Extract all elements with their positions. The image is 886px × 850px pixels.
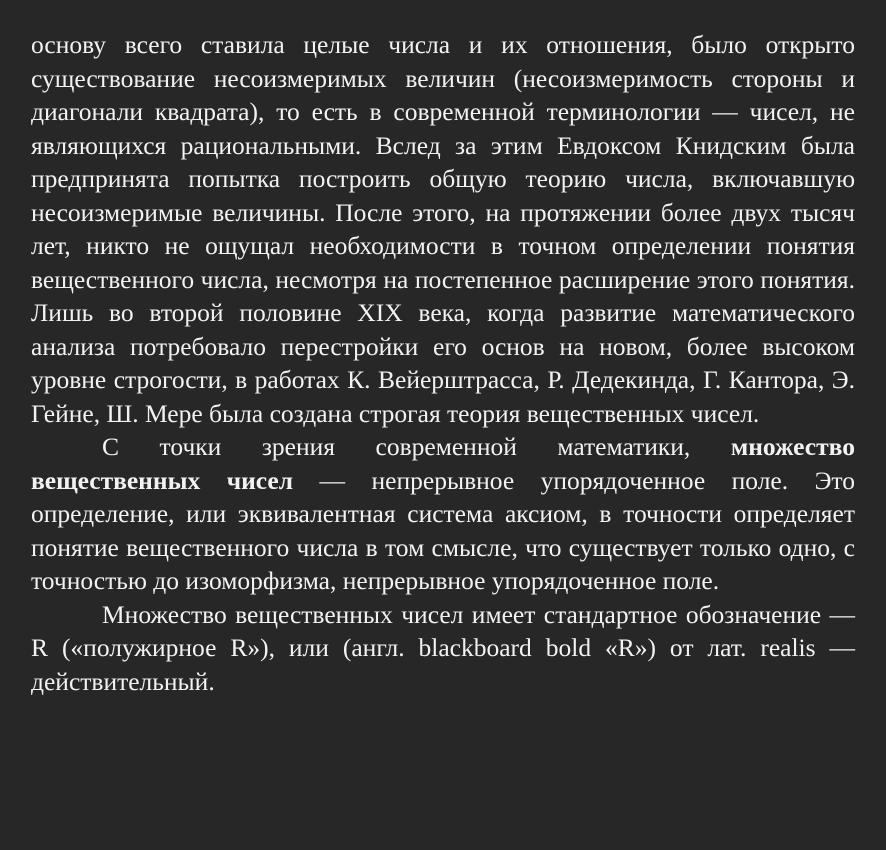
paragraph-text: С точки зрения современной математики, — [102, 432, 731, 461]
paragraph-text: Множество вещественных чисел имеет стандартное обозначение — R («полужирное R»), или (англ. blackboard bold «R») от лат. realis — действительный. — [31, 599, 855, 696]
paragraph-history — [31, 28, 855, 430]
paragraph-notation — [31, 598, 855, 699]
document-page — [31, 28, 855, 698]
paragraph-text: основу всего ставила целые числа и их отношения, было открыто существование несоизмеримых величин (несоизмеримость стороны и диагонали квадрата), то есть в современной терминологии — чисел, не являющихся рациональными. Вслед за этим Евдоксом Книдским была предпринята попытка построить общую теорию числа, включавшую несоизмеримые величины. После этого, на протяжении более двух тысяч лет, никто не ощущал необходимости в точном определении понятия вещественного числа, несмотря на постепенное расширение этого понятия. Лишь во второй половине XIX века, когда развитие математического анализа потребовало перестройки его основ на новом, более высоком уровне строгости, в работах К. Вейерштрасса, Р. Дедекинда, Г. Кантора, Э. Гейне, Ш. Мере была создана строгая теория вещественных чисел. — [31, 30, 855, 428]
paragraph-text: — непрерывное упорядоченное поле. Это определение, или эквивалентная система аксиом, в точности определяет понятие вещественного числа в том смысле, что существует только одно, с точностью до изоморфизма, непрерывное упорядоченное поле. — [31, 465, 855, 595]
term-bold: множество вещественных чисел — [31, 432, 855, 495]
paragraph-definition — [31, 430, 855, 598]
